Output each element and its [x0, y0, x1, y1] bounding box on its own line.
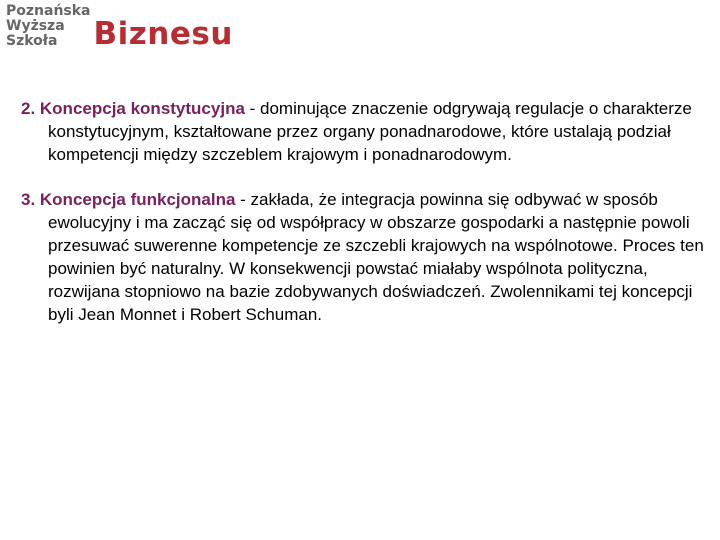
- paragraph-constitutional: [21, 97, 709, 166]
- paragraph-functional: [21, 188, 709, 326]
- logo-line-2: Wyższa: [6, 18, 65, 34]
- logo-brand: Biznesu: [93, 16, 233, 52]
- slide-content: [21, 97, 709, 348]
- logo-line-1: Poznańska: [6, 3, 91, 19]
- logo-line-3: Szkoła: [6, 33, 58, 49]
- school-logo: [6, 3, 233, 52]
- paragraph-heading: 2. Koncepcja konstytucyjna: [21, 99, 245, 118]
- paragraph-text: - zakłada, że integracja powinna się odbywać w sposób ewolucyjny i ma zacząć się od współpracy w obszarze gospodarki a następnie powoli przesuwać suwerenne kompetencje ze szczebli krajowych na wspólnotowe. Proces ten powinien być naturalny. W konsekwencji powstać miałaby wspólnota polityczna, rozwijana stopniowo na bazie zdobywanych doświadczeń. Zwolennikami tej koncepcji byli Jean Monnet i Robert Schuman.: [48, 190, 704, 324]
- paragraph-heading: 3. Koncepcja funkcjonalna: [21, 190, 236, 209]
- paragraph-text: - dominujące znaczenie odgrywają regulacje o charakterze konstytucyjnym, kształtowane przez organy ponadnarodowe, które ustalają podział kompetencji między szczeblem krajowym i ponadnarodowym.: [48, 99, 692, 164]
- logo-text-block: [6, 4, 91, 49]
